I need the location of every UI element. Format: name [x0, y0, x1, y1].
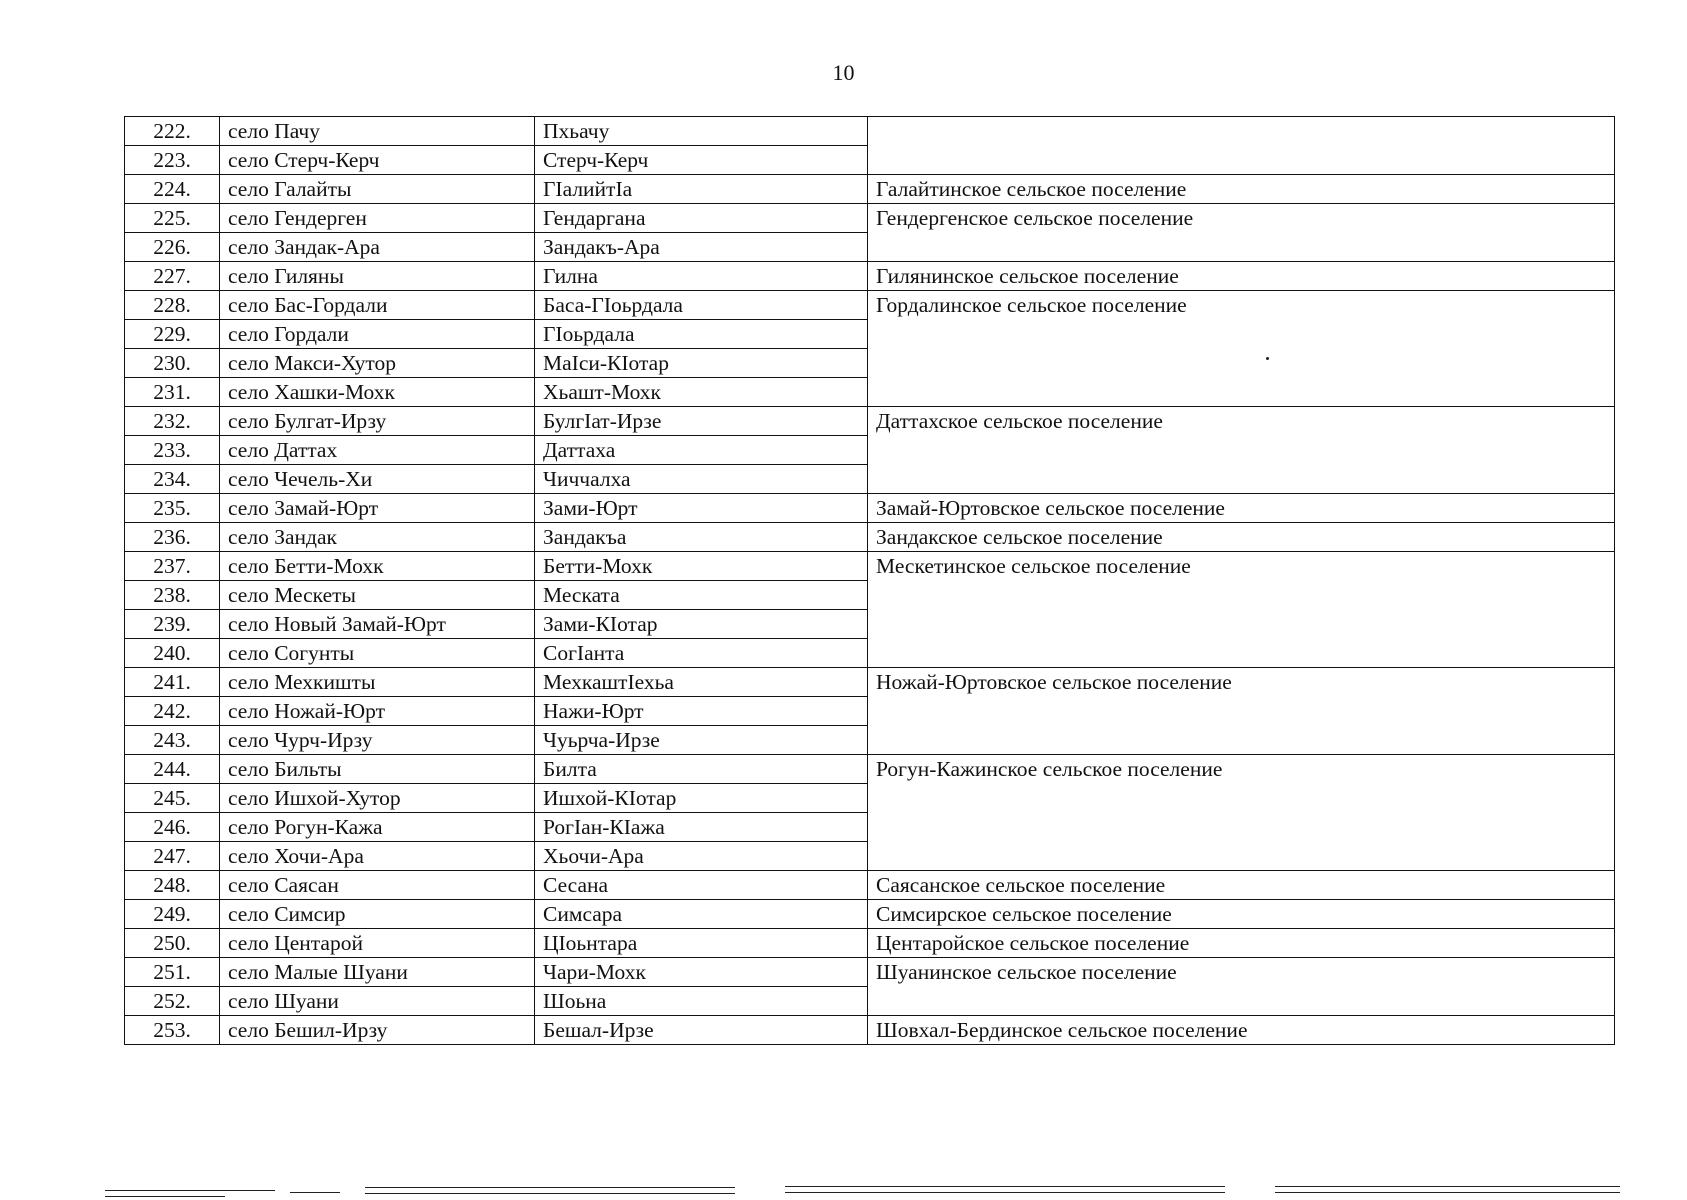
row-number: 225.	[125, 204, 220, 233]
village-name-chechen: Ишхой-КIотар	[535, 784, 868, 813]
row-number: 240.	[125, 639, 220, 668]
village-name-chechen: Даттаха	[535, 436, 868, 465]
table-row	[125, 262, 1615, 291]
row-number: 243.	[125, 726, 220, 755]
row-number: 232.	[125, 407, 220, 436]
table-row	[125, 900, 1615, 929]
row-number: 224.	[125, 175, 220, 204]
table-row	[125, 668, 1615, 697]
settlement-name: Гилянинское сельское поселение	[868, 262, 1615, 291]
settlement-name	[868, 117, 1615, 175]
village-name-russian: село Бетти-Мохк	[220, 552, 535, 581]
village-name-chechen: МаIси-КIотар	[535, 349, 868, 378]
row-number: 253.	[125, 1016, 220, 1045]
village-name-chechen: Стерч-Керч	[535, 146, 868, 175]
settlement-name: Рогун-Кажинское сельское поселение	[868, 755, 1615, 871]
village-name-chechen: Бешал-Ирзе	[535, 1016, 868, 1045]
settlement-name: Саясанское сельское поселение	[868, 871, 1615, 900]
village-name-chechen: РогIан-КIажа	[535, 813, 868, 842]
settlement-name: Замай-Юртовское сельское поселение	[868, 494, 1615, 523]
village-name-chechen: СогIанта	[535, 639, 868, 668]
village-name-chechen: Нажи-Юрт	[535, 697, 868, 726]
village-name-russian: село Чурч-Ирзу	[220, 726, 535, 755]
village-name-chechen: Пхьачу	[535, 117, 868, 146]
row-number: 237.	[125, 552, 220, 581]
row-number: 222.	[125, 117, 220, 146]
table-row	[125, 117, 1615, 146]
row-number: 234.	[125, 465, 220, 494]
village-name-chechen: Сесана	[535, 871, 868, 900]
village-name-chechen: Хьашт-Мохк	[535, 378, 868, 407]
village-name-russian: село Хочи-Ара	[220, 842, 535, 871]
village-name-russian: село Макси-Хутор	[220, 349, 535, 378]
village-name-russian: село Даттах	[220, 436, 535, 465]
village-name-chechen: Чиччалха	[535, 465, 868, 494]
table-row	[125, 958, 1615, 987]
scan-speck	[1266, 357, 1269, 360]
table-row	[125, 1016, 1615, 1045]
village-name-russian: село Бешил-Ирзу	[220, 1016, 535, 1045]
settlement-name: Гордалинское сельское поселение	[868, 291, 1615, 407]
village-name-russian: село Шуани	[220, 987, 535, 1016]
village-name-russian: село Новый Замай-Юрт	[220, 610, 535, 639]
village-name-chechen: ГIоьрдала	[535, 320, 868, 349]
row-number: 228.	[125, 291, 220, 320]
row-number: 249.	[125, 900, 220, 929]
row-number: 239.	[125, 610, 220, 639]
village-name-russian: село Ишхой-Хутор	[220, 784, 535, 813]
village-name-chechen: МехкаштIехьа	[535, 668, 868, 697]
village-name-russian: село Гордали	[220, 320, 535, 349]
village-name-russian: село Саясан	[220, 871, 535, 900]
settlement-name: Ножай-Юртовское сельское поселение	[868, 668, 1615, 755]
village-name-russian: село Симсир	[220, 900, 535, 929]
villages-table	[124, 116, 1615, 1045]
village-name-chechen: Зами-КIотар	[535, 610, 868, 639]
village-name-chechen: ЦIоьнтара	[535, 929, 868, 958]
settlement-name: Зандакское сельское поселение	[868, 523, 1615, 552]
row-number: 230.	[125, 349, 220, 378]
table-body	[125, 117, 1615, 1045]
village-name-russian: село Зандак	[220, 523, 535, 552]
village-name-russian: село Гендерген	[220, 204, 535, 233]
row-number: 242.	[125, 697, 220, 726]
table-row	[125, 755, 1615, 784]
table-row	[125, 523, 1615, 552]
row-number: 247.	[125, 842, 220, 871]
village-name-chechen: Гендаргана	[535, 204, 868, 233]
settlement-name: Шовхал-Бердинское сельское поселение	[868, 1016, 1615, 1045]
village-name-russian: село Рогун-Кажа	[220, 813, 535, 842]
village-name-chechen: Гилна	[535, 262, 868, 291]
village-name-chechen: ГIалийтIа	[535, 175, 868, 204]
village-name-chechen: Баса-ГIоьрдала	[535, 291, 868, 320]
village-name-russian: село Замай-Юрт	[220, 494, 535, 523]
village-name-chechen: Зандакъа	[535, 523, 868, 552]
row-number: 252.	[125, 987, 220, 1016]
row-number: 223.	[125, 146, 220, 175]
table-row	[125, 552, 1615, 581]
village-name-russian: село Чечель-Хи	[220, 465, 535, 494]
village-name-chechen: Меската	[535, 581, 868, 610]
table-row	[125, 871, 1615, 900]
village-name-russian: село Булгат-Ирзу	[220, 407, 535, 436]
table-row	[125, 291, 1615, 320]
village-name-chechen: Зами-Юрт	[535, 494, 868, 523]
table-row	[125, 204, 1615, 233]
village-name-russian: село Гиляны	[220, 262, 535, 291]
village-name-chechen: Бетти-Мохк	[535, 552, 868, 581]
row-number: 226.	[125, 233, 220, 262]
village-name-russian: село Мехкишты	[220, 668, 535, 697]
village-name-russian: село Ножай-Юрт	[220, 697, 535, 726]
table-row	[125, 929, 1615, 958]
row-number: 233.	[125, 436, 220, 465]
table-row	[125, 175, 1615, 204]
row-number: 238.	[125, 581, 220, 610]
row-number: 244.	[125, 755, 220, 784]
settlement-name: Галайтинское сельское поселение	[868, 175, 1615, 204]
row-number: 245.	[125, 784, 220, 813]
settlement-name: Центаройское сельское поселение	[868, 929, 1615, 958]
row-number: 229.	[125, 320, 220, 349]
settlement-name: Симсирское сельское поселение	[868, 900, 1615, 929]
village-name-russian: село Бильты	[220, 755, 535, 784]
page-number: 10	[832, 60, 855, 85]
village-name-chechen: Симсара	[535, 900, 868, 929]
village-name-chechen: Зандакъ-Ара	[535, 233, 868, 262]
settlement-name: Гендергенское сельское поселение	[868, 204, 1615, 262]
settlement-name: Шуанинское сельское поселение	[868, 958, 1615, 1016]
row-number: 248.	[125, 871, 220, 900]
village-name-russian: село Бас-Гордали	[220, 291, 535, 320]
village-name-chechen: Шоьна	[535, 987, 868, 1016]
settlement-name: Мескетинское сельское поселение	[868, 552, 1615, 668]
village-name-russian: село Галайты	[220, 175, 535, 204]
row-number: 236.	[125, 523, 220, 552]
village-name-russian: село Согунты	[220, 639, 535, 668]
row-number: 250.	[125, 929, 220, 958]
village-name-russian: село Хашки-Мохк	[220, 378, 535, 407]
table-row	[125, 494, 1615, 523]
village-name-chechen: Чуьрча-Ирзе	[535, 726, 868, 755]
row-number: 231.	[125, 378, 220, 407]
row-number: 227.	[125, 262, 220, 291]
village-name-chechen: БулгIат-Ирзе	[535, 407, 868, 436]
village-name-russian: село Центарой	[220, 929, 535, 958]
table-row	[125, 407, 1615, 436]
row-number: 251.	[125, 958, 220, 987]
village-name-russian: село Стерч-Керч	[220, 146, 535, 175]
settlement-name: Даттахское сельское поселение	[868, 407, 1615, 494]
village-name-chechen: Хьочи-Ара	[535, 842, 868, 871]
village-name-russian: село Пачу	[220, 117, 535, 146]
row-number: 246.	[125, 813, 220, 842]
village-name-russian: село Малые Шуани	[220, 958, 535, 987]
village-name-chechen: Чари-Мохк	[535, 958, 868, 987]
village-name-russian: село Зандак-Ара	[220, 233, 535, 262]
row-number: 235.	[125, 494, 220, 523]
village-name-russian: село Мескеты	[220, 581, 535, 610]
row-number: 241.	[125, 668, 220, 697]
village-name-chechen: Билта	[535, 755, 868, 784]
